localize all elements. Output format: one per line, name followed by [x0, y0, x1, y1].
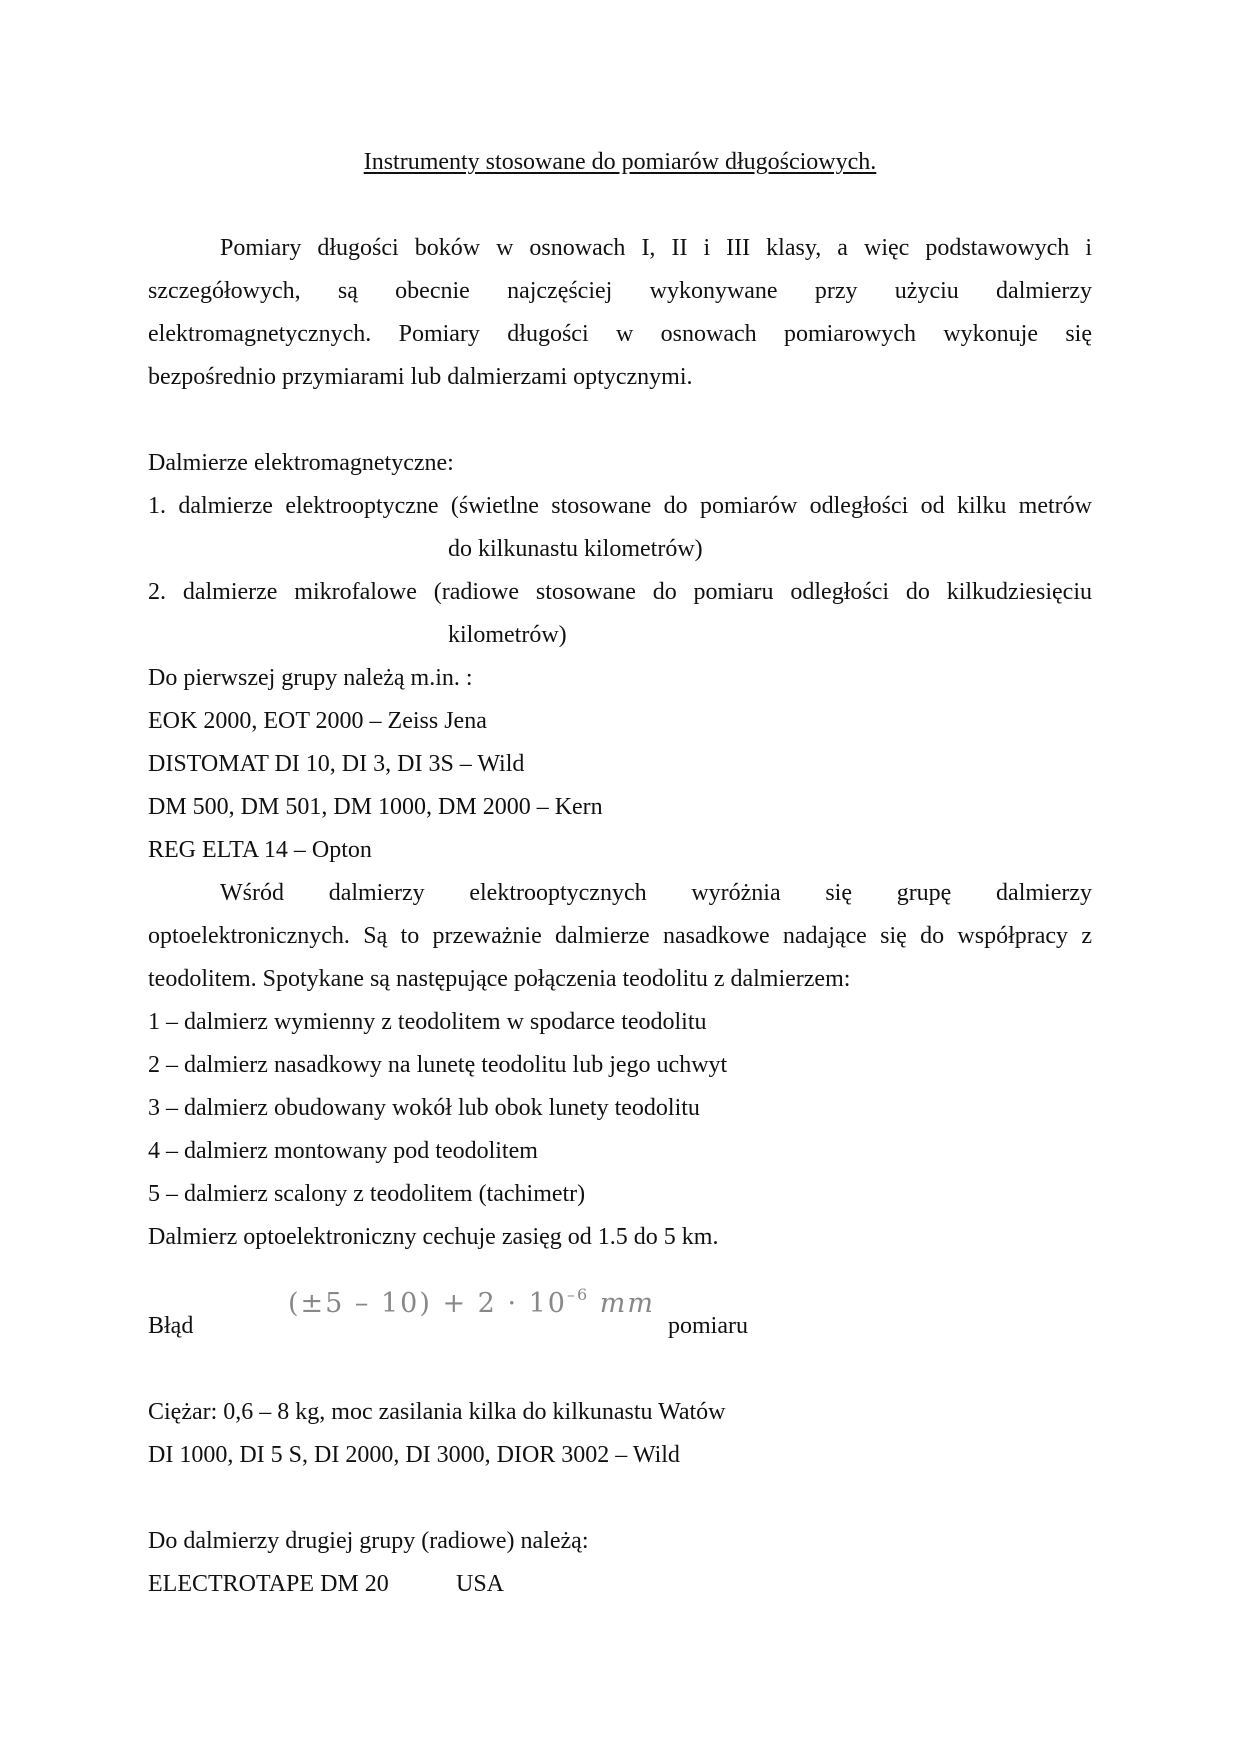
opto-line-3: teodolitem. Spotykane są następujące połączenia teodolitu z dalmierzem:	[148, 966, 851, 992]
type-item-2: 2. dalmierze mikrofalowe (radiowe stosowane do pomiaru odległości do kilkudziesięciu	[148, 579, 1092, 605]
intro-line-3: elektromagnetycznych. Pomiary długości w osnowach pomiarowych wykonuje się	[148, 321, 1092, 347]
formula-main: (±5 – 10) + 2 · 10	[288, 1288, 567, 1319]
device-line: DISTOMAT DI 10, DI 3, DI 3S – Wild	[148, 751, 525, 777]
types-heading: Dalmierze elektromagnetyczne:	[148, 450, 454, 476]
device-line: DM 500, DM 501, DM 1000, DM 2000 – Kern	[148, 794, 603, 820]
device-line: REG ELTA 14 – Opton	[148, 837, 372, 863]
connection-item: 2 – dalmierz nasadkowy na lunetę teodolitu lub jego uchwyt	[148, 1052, 728, 1078]
device-line: EOK 2000, EOT 2000 – Zeiss Jena	[148, 708, 487, 734]
page-title: Instrumenty stosowane do pomiarów długościowych.	[363, 149, 877, 175]
type-item-2-cont: kilometrów)	[448, 622, 567, 648]
formula-unit: mm	[599, 1288, 655, 1319]
group2-intro: Do dalmierzy drugiej grupy (radiowe) należą:	[148, 1528, 589, 1554]
connection-item: 3 – dalmierz obudowany wokół lub obok lunety teodolitu	[148, 1095, 700, 1121]
group1-intro: Do pierwszej grupy należą m.in. :	[148, 665, 473, 691]
formula-exponent: –6	[566, 1285, 590, 1304]
range-text: Dalmierz optoelektroniczny cechuje zasięg od 1.5 do 5 km.	[148, 1224, 719, 1250]
connection-item: 4 – dalmierz montowany pod teodolitem	[148, 1138, 538, 1164]
connection-item: 1 – dalmierz wymienny z teodolitem w spodarce teodolitu	[148, 1009, 707, 1035]
error-formula	[288, 1285, 655, 1319]
connection-item: 5 – dalmierz scalony z teodolitem (tachimetr)	[148, 1181, 586, 1207]
type-item-1-cont: do kilkunastu kilometrów)	[448, 536, 703, 562]
opto-line-1: Wśród dalmierzy elektrooptycznych wyróżnia się grupę dalmierzy	[220, 880, 1092, 906]
intro-line-2: szczegółowych, są obecnie najczęściej wykonywane przy użyciu dalmierzy	[148, 278, 1092, 304]
type-item-1: 1. dalmierze elektrooptyczne (świetlne stosowane do pomiarów odległości od kilku metrów	[148, 493, 1092, 519]
weight-spec: Ciężar: 0,6 – 8 kg, moc zasilania kilka do kilkunastu Watów	[148, 1399, 726, 1425]
models-spec: DI 1000, DI 5 S, DI 2000, DI 3000, DIOR 3002 – Wild	[148, 1442, 680, 1468]
group2-device-name: ELECTROTAPE DM 20	[148, 1571, 389, 1597]
intro-line-4: bezpośrednio przymiarami lub dalmierzami optycznymi.	[148, 364, 693, 390]
error-label: Błąd	[148, 1313, 194, 1339]
opto-line-2: optoelektronicznych. Są to przeważnie dalmierze nasadkowe nadające się do współpracy z	[148, 923, 1092, 949]
error-label-right: pomiaru	[668, 1313, 748, 1339]
intro-line-1: Pomiary długości boków w osnowach I, II i III klasy, a więc podstawowych i	[220, 235, 1092, 261]
group2-device-origin: USA	[456, 1571, 505, 1597]
